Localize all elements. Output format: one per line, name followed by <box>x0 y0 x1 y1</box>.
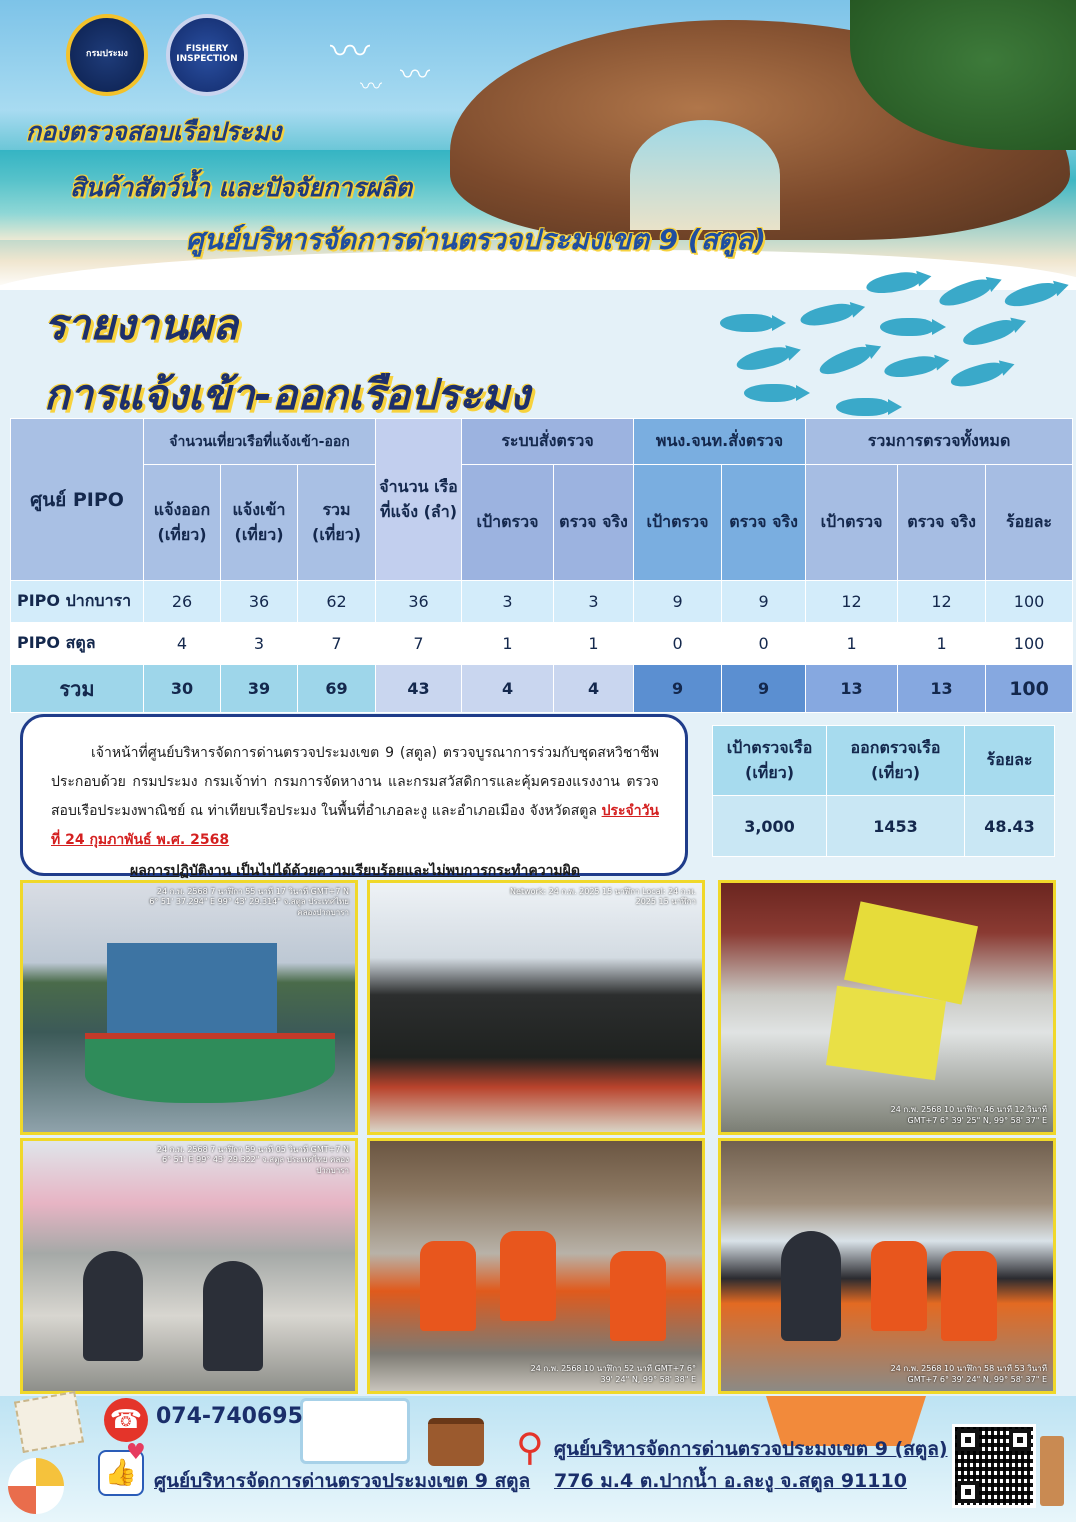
sum-off-target: 9 <box>634 665 722 713</box>
notice-box <box>20 714 688 879</box>
logo2-text: FISHERY INSPECTION <box>176 44 238 64</box>
fish-icon <box>735 344 792 375</box>
fish-icon <box>799 301 856 330</box>
col-sys-target: เป้าตรวจ <box>462 465 554 581</box>
side-v-actual: 1453 <box>827 796 965 857</box>
cell-out: 4 <box>144 623 221 665</box>
beach-ball-decoration <box>8 1458 64 1514</box>
group-all: รวมการตรวจทั้งหมด <box>806 419 1073 465</box>
report-title-line2: การแจ้งเข้า-ออกเรือประมง <box>44 370 530 419</box>
notice-result: ผลการปฏิบัติงาน เป็นไปได้ด้วยความเรียบร้อยและไม่พบการกระทำความผิด <box>130 863 580 879</box>
notice-date: ประจำวันที่ 24 กุมภาพันธ์ พ.ศ. 2568 <box>51 803 659 848</box>
header-line1: กองตรวจสอบเรือประมง <box>26 117 282 146</box>
yellow-crate <box>826 986 946 1081</box>
seagull-icon: 〰 <box>330 29 370 75</box>
group-trips: จำนวนเที่ยวเรือที่แจ้งเข้า-ออก <box>144 419 376 465</box>
cell-in: 36 <box>221 581 298 623</box>
cell-all-target: 12 <box>806 581 898 623</box>
cell-sys-actual: 3 <box>554 581 634 623</box>
life-vest <box>420 1241 476 1331</box>
group-system: ระบบสั่งตรวจ <box>462 419 634 465</box>
fish-icon <box>744 384 798 402</box>
cell-all-target: 1 <box>806 623 898 665</box>
cell-boats: 7 <box>376 623 462 665</box>
sum-boats: 43 <box>376 665 462 713</box>
sum-sys-target: 4 <box>462 665 554 713</box>
table-row <box>11 623 1073 665</box>
col-off-target: เป้าตรวจ <box>634 465 722 581</box>
cell-sys-target: 1 <box>462 623 554 665</box>
cell-all-actual: 1 <box>898 623 986 665</box>
qr-corner <box>957 1481 979 1503</box>
life-vest <box>500 1231 556 1321</box>
cell-off-actual: 0 <box>722 623 806 665</box>
sum-total: 69 <box>298 665 376 713</box>
col-total: รวม (เที่ยว) <box>298 465 376 581</box>
cell-out: 26 <box>144 581 221 623</box>
cell-total: 62 <box>298 581 376 623</box>
row-name: PIPO สตูล <box>11 623 144 665</box>
photo-crew-id-check <box>718 1138 1056 1394</box>
side-h-target: เป้าตรวจเรือ (เที่ยว) <box>713 726 827 796</box>
cell-in: 3 <box>221 623 298 665</box>
col-percent: ร้อยละ <box>986 465 1073 581</box>
seagull-icon: 〰 <box>400 58 430 93</box>
fish-icon <box>949 359 1006 391</box>
photo-fishing-net <box>367 880 705 1135</box>
fish-icon <box>883 353 939 380</box>
header-line2: สินค้าสัตว์น้ำ และปัจจัยการผลิต <box>70 173 412 202</box>
photo-stamp: 24 ก.พ. 2568 10 นาฬิกา 58 นาที 53 วินาที GMT+7 6° 39' 24" N, 99° 58' 37" E <box>890 1364 1047 1384</box>
logo1-text: กรมประมง <box>86 49 128 60</box>
postage-stamp-decoration <box>14 1391 84 1453</box>
row-name: PIPO ปากบารา <box>11 581 144 623</box>
header-line3: ศูนย์บริหารจัดการด่านตรวจประมงเขต 9 (สตูล) <box>186 223 766 256</box>
pipo-report-table <box>10 418 1073 713</box>
col-all-actual: ตรวจ จริง <box>898 465 986 581</box>
yearly-target-table <box>712 725 1055 857</box>
postcard-decoration <box>300 1398 410 1464</box>
footer-phone[interactable]: 074-740695 <box>156 1404 303 1429</box>
life-vest <box>871 1241 927 1331</box>
officer-figure <box>83 1251 143 1361</box>
side-h-actual: ออกตรวจเรือ (เที่ยว) <box>827 726 965 796</box>
side-h-percent: ร้อยละ <box>965 726 1055 796</box>
life-vest <box>941 1251 997 1341</box>
cell-sys-actual: 1 <box>554 623 634 665</box>
footer-facebook-page[interactable]: ศูนย์บริหารจัดการด่านตรวจประมงเขต 9 สตูล <box>154 1470 531 1492</box>
fish-icon <box>836 398 890 416</box>
cell-off-target: 9 <box>634 581 722 623</box>
col-center: ศูนย์ PIPO <box>11 419 144 581</box>
life-vest <box>610 1251 666 1341</box>
col-off-actual: ตรวจ จริง <box>722 465 806 581</box>
cell-percent: 100 <box>986 623 1073 665</box>
sum-percent: 100 <box>986 665 1073 713</box>
sum-out: 30 <box>144 665 221 713</box>
boat-hull <box>85 1033 335 1103</box>
report-title-line1: รายงานผล <box>44 300 238 349</box>
boat-cabin <box>107 943 277 1037</box>
suitcase-decoration <box>428 1418 484 1466</box>
qr-code[interactable] <box>952 1424 1036 1508</box>
table-row <box>11 581 1073 623</box>
side-v-percent: 48.43 <box>965 796 1055 857</box>
thumbs-up-icon: 👍 <box>98 1450 144 1496</box>
heart-icon: ♥ <box>126 1440 146 1465</box>
col-all-target: เป้าตรวจ <box>806 465 898 581</box>
side-value-row <box>713 796 1055 857</box>
side-header-row <box>713 726 1055 796</box>
side-v-target: 3,000 <box>713 796 827 857</box>
signpost-decoration <box>1040 1436 1064 1506</box>
cell-total: 7 <box>298 623 376 665</box>
photo-stamp: 24 ก.พ. 2568 7 นาฬิกา 59 นาที 05 วินาที GMT+7 N 6° 51' E 99° 43' 29.322" จ.สตูล ประเทศไทย คลองปากบารา <box>156 1145 349 1175</box>
col-sys-actual: ตรวจ จริง <box>554 465 634 581</box>
officer-figure <box>203 1261 263 1371</box>
sum-sys-actual: 4 <box>554 665 634 713</box>
cell-off-target: 0 <box>634 623 722 665</box>
cell-sys-target: 3 <box>462 581 554 623</box>
cell-boats: 36 <box>376 581 462 623</box>
sum-name: รวม <box>11 665 144 713</box>
fish-icon <box>961 316 1018 350</box>
photo-stamp: 24 ก.พ. 2568 10 นาฬิกา 52 นาที GMT+7 6° 39' 24" N, 99° 58' 38" E <box>530 1364 696 1384</box>
fish-icon <box>880 318 934 336</box>
col-boats: จำนวน เรือที่แจ้ง (ลำ) <box>376 419 462 581</box>
sum-all-target: 13 <box>806 665 898 713</box>
arch-opening <box>630 120 780 230</box>
cell-percent: 100 <box>986 581 1073 623</box>
notice-body: เจ้าหน้าที่ศูนย์บริหารจัดการด่านตรวจประมงเขต 9 (สตูล) ตรวจบูรณาการร่วมกับชุดสหวิชาชีพประกอบด้วย กรมประมง กรมเจ้าท่า กรมการจัดหางาน และกรมสวัสดิการและคุ้มครองแรงงาน ตรวจสอบเรือประมงพาณิชย์ ณ ท่าเทียบเรือประมง ในพื้นที่อำเภอละงู และอำเภอเมือง จังหวัดสตูล <box>51 745 659 819</box>
cell-all-actual: 12 <box>898 581 986 623</box>
group-officer: พนง.จนท.สั่งตรวจ <box>634 419 806 465</box>
fish-icon <box>817 343 874 380</box>
table-sum-row <box>11 665 1073 713</box>
photo-fish-hold <box>718 880 1056 1135</box>
photo-stamp: 24 ก.พ. 2568 7 นาฬิกา 55 นาที 17 วินาที GMT+7 N 6° 51' 37.294" E 99° 43' 29.314" จ.สตูล ประเทศไทย คลองปากบารา <box>149 887 349 917</box>
phone-icon: ☎ <box>104 1398 148 1442</box>
photo-stamp: 24 ก.พ. 2568 10 นาฬิกา 46 นาที 12 วินาที GMT+7 6° 39' 25" N, 99° 58' 37" E <box>890 1105 1047 1125</box>
photo-stamp: Network: 24 ก.พ. 2025 15 นาฬิกา Local: 24 ก.พ. 2025 15 นาฬิกา <box>510 887 696 907</box>
qr-corner <box>1009 1429 1031 1451</box>
footer-address-name: ศูนย์บริหารจัดการด่านตรวจประมงเขต 9 (สตูล) <box>554 1438 948 1460</box>
sum-all-actual: 13 <box>898 665 986 713</box>
photo-fishing-boat <box>20 880 358 1135</box>
fishery-inspection-logo <box>166 14 248 96</box>
department-of-fisheries-logo <box>66 14 148 96</box>
location-pin-icon: ⚲ <box>516 1425 544 1469</box>
footer-address: 776 ม.4 ต.ปากน้ำ อ.ละงู จ.สตูล 91110 <box>554 1470 907 1492</box>
sum-off-actual: 9 <box>722 665 806 713</box>
qr-corner <box>957 1429 979 1451</box>
col-out: แจ้งออก (เที่ยว) <box>144 465 221 581</box>
fish-icon <box>720 314 774 332</box>
cell-off-actual: 9 <box>722 581 806 623</box>
officer-figure <box>781 1231 841 1341</box>
seagull-icon: 〰 <box>360 75 383 100</box>
sum-in: 39 <box>221 665 298 713</box>
photo-document-check <box>20 1138 358 1394</box>
col-in: แจ้งเข้า (เที่ยว) <box>221 465 298 581</box>
photo-crew-inspection <box>367 1138 705 1394</box>
